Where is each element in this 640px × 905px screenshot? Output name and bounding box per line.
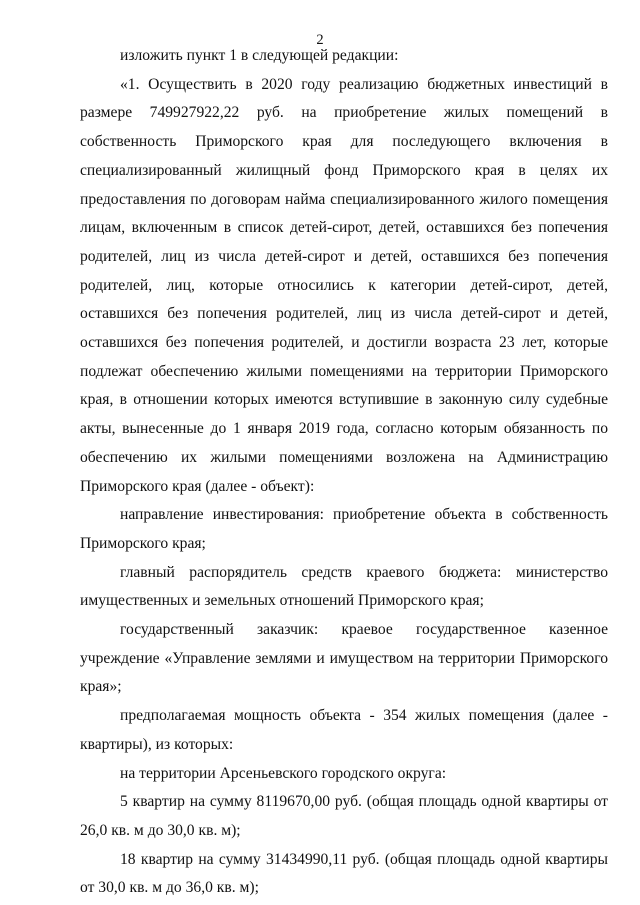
- intro-line: изложить пункт 1 в следующей редакции:: [120, 47, 399, 64]
- paragraph-investment-direction: направление инвестирования: приобретение объекта в собственность Приморского края;: [80, 506, 608, 552]
- paragraph-investment-main: «1. Осуществить в 2020 году реализацию бюджетных инвестиций в размере 749927922,22 руб. на приобретение жилых помещений в собственность Приморского края для последующего включения в специализированный жилищный фонд Приморского края в целях их предоставления по договорам найма специализированного жилого помещения лицам, включенным в список детей-сирот, детей, оставшихся без попечения родителей, лиц из числа детей-сирот и детей, оставшихся без попечения родителей, лиц, которые относились к категории детей-сирот, детей, оставшихся без попечения родителей, лиц из числа детей-сирот и детей, оставшихся без попечения родителей, и достигли возраста 23 лет, которые подлежат обеспечению жилыми помещениями на территории Приморского края, в отношении которых имеются вступившие в законную силу судебные акты, вынесенные до 1 января 2019 года, согласно которым обязанность по обеспечению их жилыми помещениями возложена на Администрацию Приморского края (далее - объект):: [80, 75, 608, 495]
- paragraph-capacity: предполагаемая мощность объекта - 354 жилых помещения (далее - квартиры), из которых:: [80, 707, 608, 753]
- page-number: 2: [316, 32, 324, 48]
- paragraph-arsenyev-heading: на территории Арсеньевского городского округа:: [120, 764, 447, 782]
- paragraph-apartments-5: 5 квартир на сумму 8119670,00 руб. (общая площадь одной квартиры от 26,0 кв. м до 30,0 кв. м);: [80, 793, 608, 839]
- paragraph-budget-manager: главный распорядитель средств краевого бюджета: министерство имущественных и земельных отношений Приморского края;: [80, 563, 608, 610]
- paragraph-apartments-18: 18 квартир на сумму 31434990,11 руб. (общая площадь одной квартиры от 30,0 кв. м до 36,0 кв. м);: [80, 850, 608, 897]
- paragraph-state-customer: государственный заказчик: краевое государственное казенное учреждение «Управление землями и имуществом на территории Приморского края»;: [80, 621, 608, 696]
- document-body: [80, 42, 608, 903]
